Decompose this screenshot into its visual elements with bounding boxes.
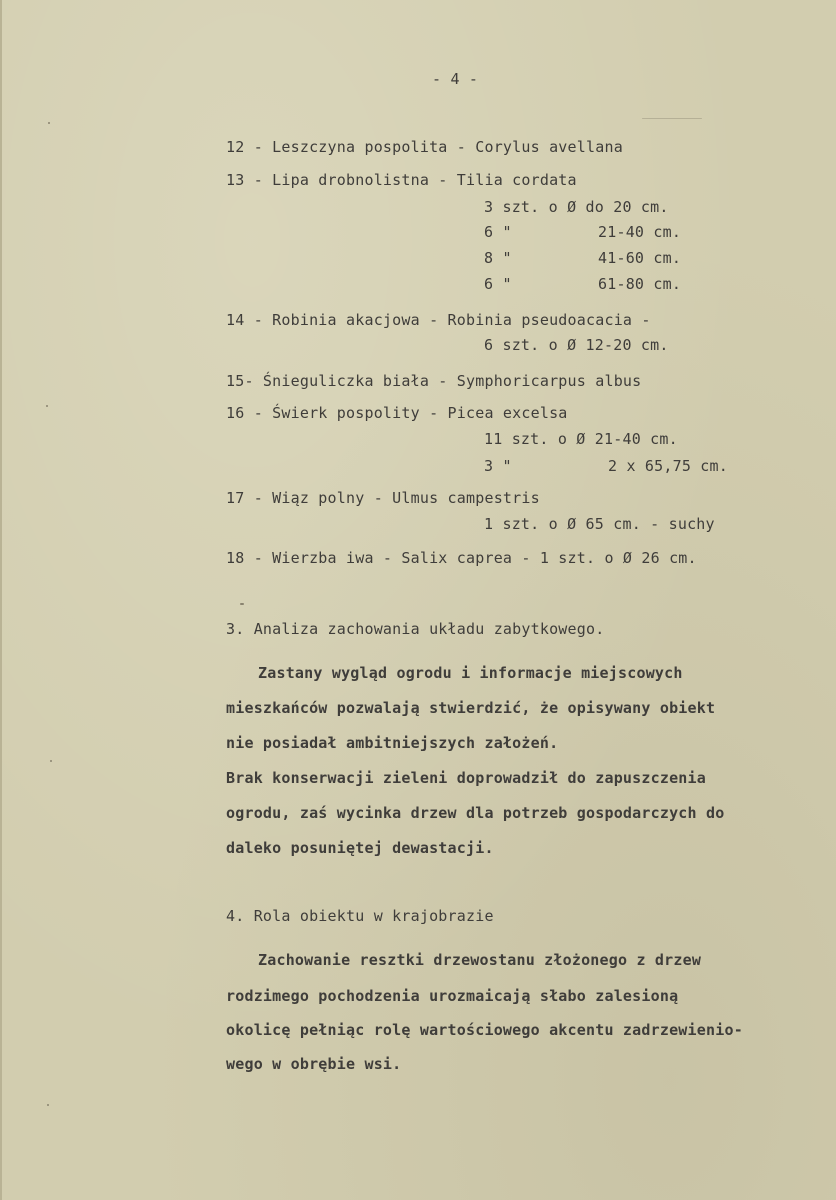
list-item-detail: 6 szt. o Ø 12-20 cm. bbox=[484, 336, 669, 354]
paper-speck bbox=[50, 760, 52, 762]
list-item-detail: 11 szt. o Ø 21-40 cm. bbox=[484, 430, 678, 448]
list-item: 12 - Leszczyna pospolita - Corylus avellana bbox=[226, 138, 623, 156]
list-item-detail: 2 x 65,75 cm. bbox=[608, 457, 728, 475]
list-item-detail: 3 " bbox=[484, 457, 512, 475]
paragraph-line: Zachowanie resztki drzewostanu złożonego z drzew bbox=[258, 951, 702, 969]
paragraph-line: wego w obrębie wsi. bbox=[226, 1055, 402, 1073]
paragraph-line: okolicę pełniąc rolę wartościowego akcentu zadrzewienio- bbox=[226, 1021, 743, 1039]
paper-speck bbox=[46, 405, 48, 407]
paragraph-line: rodzimego pochodzenia urozmaicają słabo zalesioną bbox=[226, 987, 679, 1005]
list-item-detail: 41-60 cm. bbox=[598, 249, 682, 267]
paper-speck bbox=[47, 1104, 49, 1106]
list-item-detail: 6 " bbox=[484, 223, 512, 241]
list-item: 13 - Lipa drobnolistna - Tilia cordata bbox=[226, 171, 577, 189]
section-heading: 3. Analiza zachowania układu zabytkowego. bbox=[226, 620, 605, 638]
list-item: 18 - Wierzba iwa - Salix caprea - 1 szt. o Ø 26 cm. bbox=[226, 549, 697, 567]
list-item-detail: 8 " bbox=[484, 249, 512, 267]
list-item-detail: 6 " bbox=[484, 275, 512, 293]
list-item: 14 - Robinia akacjowa - Robinia pseudoacacia - bbox=[226, 311, 651, 329]
section-heading: 4. Rola obiektu w krajobrazie bbox=[226, 907, 494, 925]
list-item: 16 - Świerk pospolity - Picea excelsa bbox=[226, 404, 568, 422]
paragraph-line: nie posiadał ambitniejszych założeń. bbox=[226, 734, 559, 752]
list-item-detail: 61-80 cm. bbox=[598, 275, 682, 293]
paragraph-line: ogrodu, zaś wycinka drzew dla potrzeb gospodarczych do bbox=[226, 804, 725, 822]
paper-speck bbox=[240, 603, 244, 605]
paragraph-line: Zastany wygląd ogrodu i informacje miejscowych bbox=[258, 664, 683, 682]
list-item: 15- Śnieguliczka biała - Symphoricarpus albus bbox=[226, 372, 642, 390]
list-item: 17 - Wiąz polny - Ulmus campestris bbox=[226, 489, 540, 507]
page-number: - 4 - bbox=[432, 70, 479, 88]
list-item-detail: 1 szt. o Ø 65 cm. - suchy bbox=[484, 515, 715, 533]
list-item-detail: 21-40 cm. bbox=[598, 223, 682, 241]
paragraph-line: Brak konserwacji zieleni doprowadził do zapuszczenia bbox=[226, 769, 706, 787]
paper-speck bbox=[48, 122, 50, 124]
paper-speck bbox=[642, 118, 702, 119]
paragraph-line: daleko posuniętej dewastacji. bbox=[226, 839, 494, 857]
list-item-detail: 3 szt. o Ø do 20 cm. bbox=[484, 198, 669, 216]
paragraph-line: mieszkańców pozwalają stwierdzić, że opisywany obiekt bbox=[226, 699, 716, 717]
